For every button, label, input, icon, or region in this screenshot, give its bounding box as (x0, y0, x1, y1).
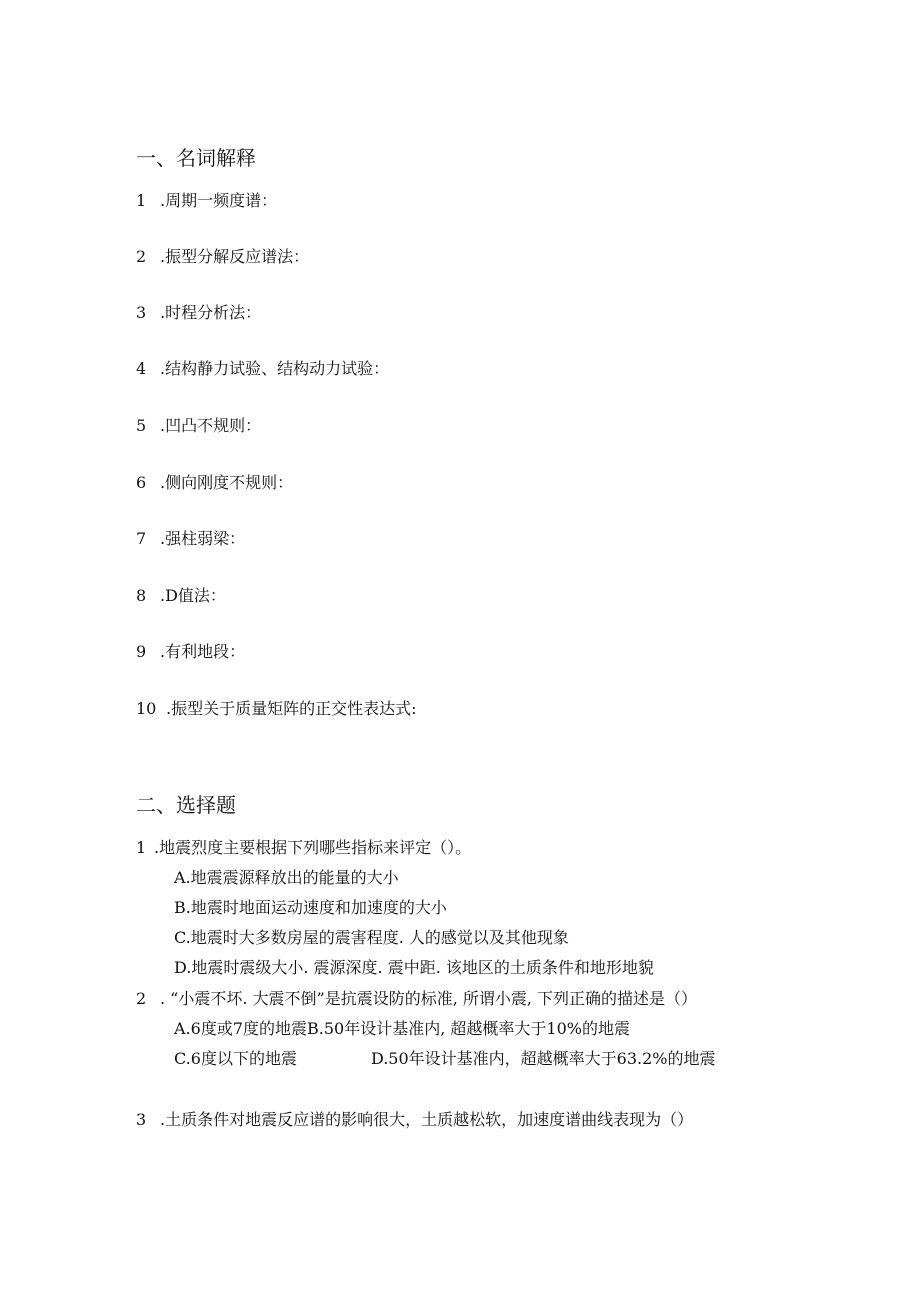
question-1-option-a: A.地震震源释放出的能量的大小 (174, 868, 399, 887)
section-title-definitions: 一、名词解释 (136, 146, 256, 170)
question-2-option-c: C.6度以下的地震 (174, 1049, 297, 1068)
item-number: 2 (136, 247, 147, 266)
definition-item-4 (136, 358, 389, 380)
item-text: .凹凸不规则： (160, 416, 262, 435)
question-text: .土质条件对地震反应谱的影响很大，土质越松软，加速度谱曲线表现为（） (160, 1110, 694, 1129)
question-1-option-b: B.地震时地面运动速度和加速度的大小 (174, 898, 447, 917)
question-3 (136, 1109, 693, 1131)
question-2 (136, 988, 697, 1010)
question-2-options-ab (174, 1018, 630, 1040)
definition-item-1 (136, 190, 277, 212)
item-number: 8 (136, 586, 147, 605)
definition-item-6 (136, 472, 293, 494)
definition-item-8 (136, 585, 226, 607)
question-1-option-c: C.地震时大多数房屋的震害程度. 人的感觉以及其他现象 (174, 928, 569, 947)
question-text: . “小震不坏. 大震不倒”是抗震设防的标准, 所谓小震, 下列正确的描述是（） (160, 989, 698, 1008)
question-2-option-d: D.50年设计基准内，超越概率大于63.2%的地震 (370, 1049, 716, 1068)
item-text: .D值法： (160, 586, 226, 605)
item-number: 5 (136, 416, 147, 435)
definition-item-3 (136, 302, 261, 324)
item-number: 9 (136, 642, 147, 661)
question-1-option-d: D.地震时震级大小. 震源深度. 震中距. 该地区的土质条件和地形地貌 (174, 958, 654, 977)
item-number: 4 (136, 359, 147, 378)
definition-item-2 (136, 246, 309, 268)
question-number: 1 (136, 838, 147, 857)
question-text: .地震烈度主要根据下列哪些指标来评定（）。 (154, 838, 472, 857)
item-text: .周期一频度谱： (160, 191, 278, 210)
question-2-option-a: A.6度或7度的地震 (174, 1019, 308, 1038)
item-text: .时程分析法： (160, 303, 262, 322)
item-number: 7 (136, 529, 147, 548)
item-text: .强柱弱梁： (160, 529, 246, 548)
question-2-options-cd (174, 1048, 716, 1070)
item-number: 1 (136, 191, 147, 210)
question-number: 2 (136, 989, 147, 1008)
item-text: .有利地段： (160, 642, 246, 661)
item-text: .振型分解反应谱法： (160, 247, 310, 266)
question-number: 3 (136, 1110, 147, 1129)
item-text: .振型关于质量矩阵的正交性表达式: (166, 699, 417, 718)
definition-item-7 (136, 528, 245, 550)
item-number: 6 (136, 473, 147, 492)
question-2-option-b: B.50年设计基准内, 超越概率大于10%的地震 (307, 1019, 630, 1038)
question-1 (136, 837, 471, 859)
definition-item-5 (136, 415, 261, 437)
item-number: 10 (136, 699, 157, 718)
item-text: .结构静力试验、结构动力试验： (160, 359, 390, 378)
item-number: 3 (136, 303, 147, 322)
section-title-choice-questions: 二、选择题 (136, 793, 236, 817)
definition-item-9 (136, 641, 245, 663)
item-text: .侧向刚度不规则： (160, 473, 294, 492)
definition-item-10 (136, 698, 416, 720)
